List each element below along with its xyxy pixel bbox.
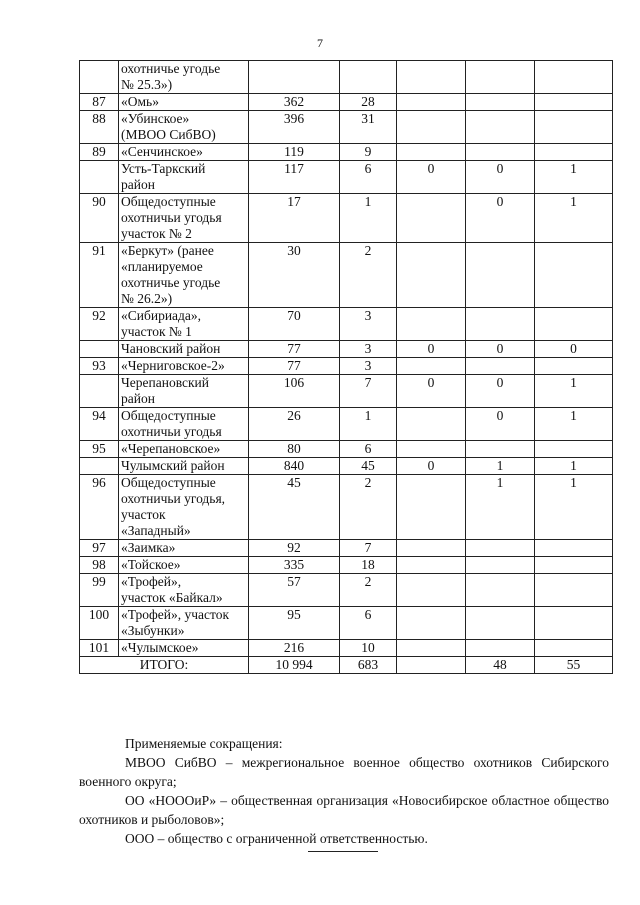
value-cell-a: 17 <box>249 194 340 243</box>
value-cell-b: 7 <box>340 540 397 557</box>
value-cell-d <box>466 144 535 161</box>
value-cell-c: 0 <box>397 341 466 358</box>
value-cell-e: 1 <box>535 408 613 441</box>
name-line: № 25.3») <box>121 77 173 92</box>
value-cell-b <box>340 61 397 94</box>
name-cell <box>119 458 249 475</box>
row-number-cell: 90 <box>80 194 119 243</box>
value-cell-a: 70 <box>249 308 340 341</box>
row-number-cell: 89 <box>80 144 119 161</box>
value-cell-c <box>397 540 466 557</box>
name-line: охотничьи угодья <box>121 210 222 225</box>
name-line: «Чулымское» <box>121 640 199 655</box>
name-cell <box>119 640 249 657</box>
row-number-cell: 98 <box>80 557 119 574</box>
name-line: район <box>121 391 155 406</box>
name-cell <box>119 540 249 557</box>
value-cell-a: 106 <box>249 375 340 408</box>
value-cell-e <box>535 557 613 574</box>
table-row <box>80 640 613 657</box>
name-line: охотничьи угодья <box>121 424 222 439</box>
abbreviations-notes <box>79 734 609 848</box>
value-cell-c <box>397 557 466 574</box>
row-number-cell: 95 <box>80 441 119 458</box>
name-line: «Зыбунки» <box>121 623 185 638</box>
name-line: охотничьи угодья, <box>121 491 226 506</box>
table-row <box>80 358 613 375</box>
total-cell-e: 55 <box>535 657 613 674</box>
name-line: «планируемое <box>121 259 203 274</box>
value-cell-a: 92 <box>249 540 340 557</box>
value-cell-a: 362 <box>249 94 340 111</box>
row-number-cell <box>80 375 119 408</box>
name-line: Черепановский <box>121 375 209 390</box>
row-number-cell: 92 <box>80 308 119 341</box>
value-cell-a: 396 <box>249 111 340 144</box>
value-cell-d: 0 <box>466 408 535 441</box>
closing-rule <box>308 851 378 852</box>
value-cell-a: 77 <box>249 341 340 358</box>
row-number-cell: 96 <box>80 475 119 540</box>
value-cell-a: 45 <box>249 475 340 540</box>
value-cell-e: 0 <box>535 341 613 358</box>
table-row <box>80 408 613 441</box>
name-line: «Сенчинское» <box>121 144 203 159</box>
name-cell <box>119 441 249 458</box>
table-row <box>80 243 613 308</box>
value-cell-b: 6 <box>340 161 397 194</box>
total-label: ИТОГО: <box>80 657 249 674</box>
name-line: участок № 2 <box>121 226 192 241</box>
page-number: 7 <box>317 36 323 50</box>
value-cell-b: 3 <box>340 308 397 341</box>
table-row <box>80 557 613 574</box>
value-cell-b: 10 <box>340 640 397 657</box>
hunting-grounds-table <box>79 60 613 674</box>
value-cell-a: 77 <box>249 358 340 375</box>
note-item: ОО «НОООиР» – общественная организация «Новосибирское областное общество охотников и рыболовов»; <box>79 793 609 827</box>
name-line: Общедоступные <box>121 408 216 423</box>
value-cell-a: 26 <box>249 408 340 441</box>
value-cell-c <box>397 607 466 640</box>
value-cell-e <box>535 574 613 607</box>
value-cell-b: 7 <box>340 375 397 408</box>
value-cell-c <box>397 243 466 308</box>
value-cell-d <box>466 557 535 574</box>
table-row <box>80 61 613 94</box>
value-cell-d: 1 <box>466 475 535 540</box>
value-cell-a: 80 <box>249 441 340 458</box>
table-row <box>80 607 613 640</box>
table-row <box>80 475 613 540</box>
name-line: (МВОО СибВО) <box>121 127 216 142</box>
name-cell <box>119 408 249 441</box>
value-cell-b: 28 <box>340 94 397 111</box>
value-cell-e: 1 <box>535 161 613 194</box>
row-number-cell: 94 <box>80 408 119 441</box>
value-cell-b: 2 <box>340 475 397 540</box>
value-cell-e <box>535 243 613 308</box>
value-cell-d: 0 <box>466 194 535 243</box>
value-cell-c <box>397 640 466 657</box>
value-cell-e: 1 <box>535 458 613 475</box>
total-cell-a: 10 994 <box>249 657 340 674</box>
value-cell-d: 0 <box>466 375 535 408</box>
value-cell-b: 6 <box>340 607 397 640</box>
name-line: Чановский район <box>121 341 221 356</box>
name-cell <box>119 194 249 243</box>
table-row <box>80 94 613 111</box>
value-cell-b: 6 <box>340 441 397 458</box>
value-cell-d <box>466 640 535 657</box>
table-body <box>80 61 613 674</box>
table-row <box>80 441 613 458</box>
value-cell-c: 0 <box>397 375 466 408</box>
row-number-cell: 99 <box>80 574 119 607</box>
table-row <box>80 194 613 243</box>
value-cell-a: 335 <box>249 557 340 574</box>
value-cell-c: 0 <box>397 458 466 475</box>
value-cell-b: 2 <box>340 574 397 607</box>
value-cell-e: 1 <box>535 194 613 243</box>
value-cell-c <box>397 144 466 161</box>
value-cell-d <box>466 358 535 375</box>
value-cell-c <box>397 61 466 94</box>
row-number-cell <box>80 161 119 194</box>
value-cell-d <box>466 111 535 144</box>
name-cell <box>119 111 249 144</box>
note-item: ООО – общество с ограниченной ответственностью. <box>125 831 428 846</box>
value-cell-e: 1 <box>535 375 613 408</box>
row-number-cell <box>80 458 119 475</box>
value-cell-b: 3 <box>340 358 397 375</box>
name-cell <box>119 341 249 358</box>
row-number-cell <box>80 341 119 358</box>
table-row <box>80 458 613 475</box>
name-line: район <box>121 177 155 192</box>
total-cell-b: 683 <box>340 657 397 674</box>
name-line: Общедоступные <box>121 475 216 490</box>
total-cell-c <box>397 657 466 674</box>
value-cell-d <box>466 243 535 308</box>
value-cell-a <box>249 61 340 94</box>
name-line: охотничье угодье <box>121 275 221 290</box>
value-cell-e <box>535 540 613 557</box>
value-cell-e <box>535 640 613 657</box>
value-cell-d: 1 <box>466 458 535 475</box>
value-cell-b: 1 <box>340 194 397 243</box>
row-number-cell: 91 <box>80 243 119 308</box>
name-line: Общедоступные <box>121 194 216 209</box>
value-cell-d <box>466 607 535 640</box>
row-number-cell: 88 <box>80 111 119 144</box>
row-number-cell: 97 <box>80 540 119 557</box>
value-cell-b: 18 <box>340 557 397 574</box>
name-cell <box>119 475 249 540</box>
name-line: Усть-Таркский <box>121 161 206 176</box>
name-cell <box>119 94 249 111</box>
name-line: «Заимка» <box>121 540 176 555</box>
value-cell-d <box>466 441 535 458</box>
value-cell-b: 45 <box>340 458 397 475</box>
table-row <box>80 574 613 607</box>
name-cell <box>119 161 249 194</box>
name-line: «Черниговское-2» <box>121 358 225 373</box>
value-cell-c <box>397 475 466 540</box>
value-cell-e <box>535 308 613 341</box>
value-cell-c <box>397 358 466 375</box>
row-number-cell: 101 <box>80 640 119 657</box>
name-cell <box>119 144 249 161</box>
row-number-cell: 87 <box>80 94 119 111</box>
value-cell-c: 0 <box>397 161 466 194</box>
row-number-cell <box>80 61 119 94</box>
row-number-cell: 93 <box>80 358 119 375</box>
value-cell-d <box>466 308 535 341</box>
value-cell-c <box>397 441 466 458</box>
total-row <box>80 657 613 674</box>
value-cell-a: 216 <box>249 640 340 657</box>
name-line: «Тойское» <box>121 557 181 572</box>
value-cell-c <box>397 94 466 111</box>
row-number-cell: 100 <box>80 607 119 640</box>
value-cell-c <box>397 574 466 607</box>
name-line: участок «Байкал» <box>121 590 223 605</box>
value-cell-d <box>466 540 535 557</box>
value-cell-b: 9 <box>340 144 397 161</box>
name-cell <box>119 574 249 607</box>
name-line: охотничье угодье <box>121 61 221 76</box>
name-cell <box>119 308 249 341</box>
value-cell-a: 840 <box>249 458 340 475</box>
value-cell-d <box>466 61 535 94</box>
name-line: № 26.2») <box>121 291 173 306</box>
name-line: участок <box>121 507 166 522</box>
name-line: «Западный» <box>121 523 191 538</box>
name-line: Чулымский район <box>121 458 225 473</box>
name-line: «Трофей», участок <box>121 607 229 622</box>
value-cell-e <box>535 441 613 458</box>
table-row <box>80 375 613 408</box>
value-cell-b: 31 <box>340 111 397 144</box>
value-cell-e <box>535 607 613 640</box>
value-cell-a: 57 <box>249 574 340 607</box>
table-row <box>80 308 613 341</box>
note-item: МВОО СибВО – межрегиональное военное общество охотников Сибирского военного округа; <box>79 755 609 789</box>
table-row <box>80 111 613 144</box>
name-cell <box>119 557 249 574</box>
value-cell-e <box>535 358 613 375</box>
name-line: «Убинское» <box>121 111 190 126</box>
value-cell-c <box>397 308 466 341</box>
name-cell <box>119 375 249 408</box>
value-cell-d: 0 <box>466 341 535 358</box>
value-cell-a: 119 <box>249 144 340 161</box>
name-cell <box>119 243 249 308</box>
name-line: «Сибириада», <box>121 308 202 323</box>
value-cell-b: 2 <box>340 243 397 308</box>
value-cell-d <box>466 94 535 111</box>
name-line: «Черепановское» <box>121 441 221 456</box>
value-cell-e <box>535 94 613 111</box>
value-cell-e: 1 <box>535 475 613 540</box>
value-cell-a: 95 <box>249 607 340 640</box>
notes-heading: Применяемые сокращения: <box>125 736 283 751</box>
name-line: «Трофей», <box>121 574 182 589</box>
value-cell-a: 117 <box>249 161 340 194</box>
table-row <box>80 341 613 358</box>
table-row <box>80 161 613 194</box>
total-cell-d: 48 <box>466 657 535 674</box>
name-cell <box>119 607 249 640</box>
table-row <box>80 540 613 557</box>
table-row <box>80 144 613 161</box>
value-cell-c <box>397 408 466 441</box>
name-line: «Омь» <box>121 94 159 109</box>
value-cell-c <box>397 111 466 144</box>
name-cell <box>119 61 249 94</box>
name-line: «Беркут» (ранее <box>121 243 214 258</box>
value-cell-e <box>535 111 613 144</box>
value-cell-e <box>535 144 613 161</box>
value-cell-d <box>466 574 535 607</box>
value-cell-b: 1 <box>340 408 397 441</box>
name-cell <box>119 358 249 375</box>
name-line: участок № 1 <box>121 324 192 339</box>
value-cell-b: 3 <box>340 341 397 358</box>
value-cell-c <box>397 194 466 243</box>
value-cell-a: 30 <box>249 243 340 308</box>
value-cell-d: 0 <box>466 161 535 194</box>
value-cell-e <box>535 61 613 94</box>
